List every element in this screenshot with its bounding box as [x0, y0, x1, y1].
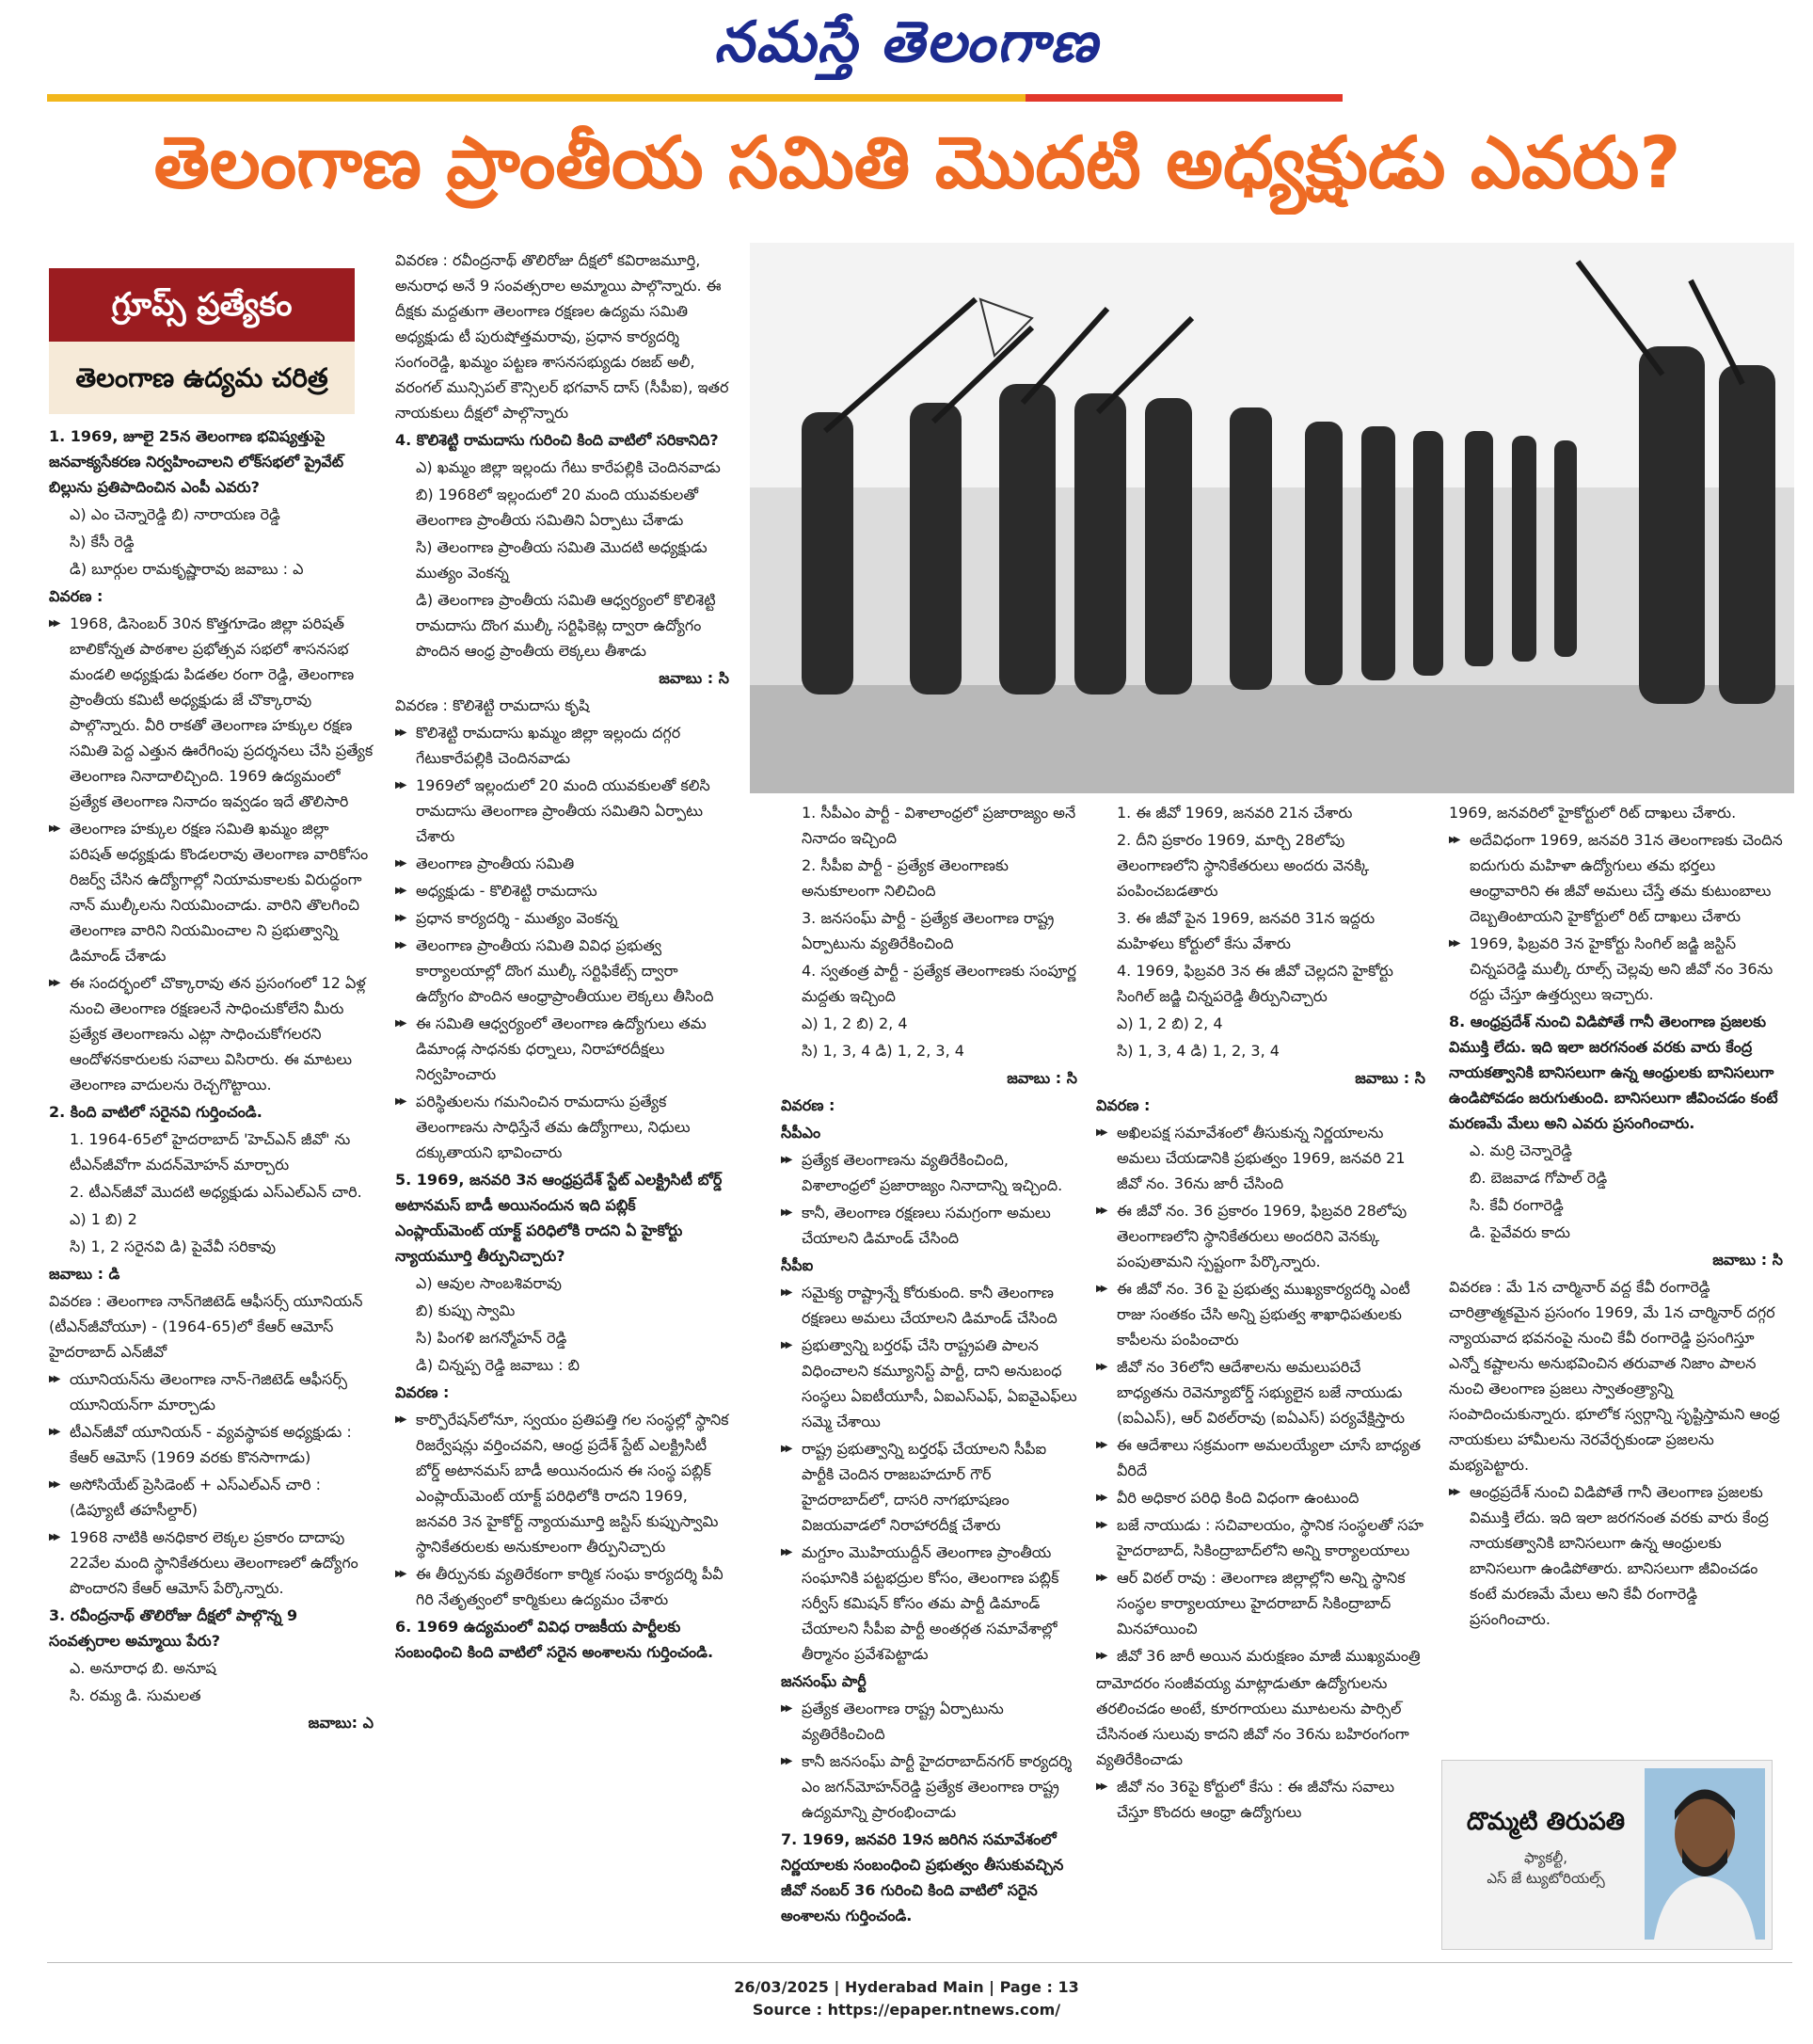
option-text: 2. సీపీఐ పార్టీ - ప్రత్యేక తెలంగాణకు అనుకూలంగా నిలిచింది — [802, 856, 1009, 900]
option-text: సి. రమ్య డి. సుమలత — [70, 1686, 201, 1704]
paragraph-text: ▶▶ ప్రధాన కార్యదర్శి - ముత్యం వెంకన్న — [395, 905, 729, 931]
label-text: సీపీఐ — [781, 1256, 814, 1274]
author-name: దొమ్మటి తిరుపతి — [1466, 1808, 1626, 1836]
option-text: సి) 1, 2 సరైనవి డి) పైవేవీ సరికావు — [70, 1238, 277, 1255]
option-text: ఎ. అనూరాధ బి. అనూష — [70, 1659, 216, 1677]
author-role — [1452, 1847, 1640, 1889]
option-text: బి) కుప్పు స్వామి — [416, 1301, 516, 1319]
question-text: 3. రవీంద్రనాథ్ తొలిరోజు దీక్షలో పాల్గొన్న 9 సంవత్సరాల అమ్మాయి పేరు? — [49, 1606, 298, 1650]
option-text: డి) చిన్నప్ప రెడ్డి జవాబు : బి — [416, 1356, 580, 1374]
paragraph-text: ▶▶ అధ్యక్షుడు - కొలిశెట్టి రామదాసు — [395, 878, 729, 903]
author-photo — [1645, 1768, 1765, 1940]
label-text: వివరణ : — [781, 1096, 835, 1114]
question-text: 5. 1969, జనవరి 3న ఆంధ్రప్రదేశ్ స్టేట్ ఎలక్ట్రిసిటీ బోర్డ్ అటానమస్ బాడీ అయినందున ఇది పబ్లిక్ ఎంప్లాయ్‌మెంట్ యాక్ట్ పరిధిలోకి రాదని ఏ హైకోర్టు న్యాయమూర్తి తీర్పునిచ్చారు? — [395, 1171, 723, 1265]
question-text: 6. 1969 ఉద్యమంలో వివిధ రాజకీయ పార్టీలకు సంబంధించి కింది వాటిలో సరైన అంశాలను గుర్తించండి. — [395, 1618, 714, 1661]
paragraph-text: ▶▶ ఈ ఆదేశాలు సక్రమంగా అమలయ్యేలా చూసే బాధ్యత వీరిదే — [1096, 1432, 1425, 1483]
option-text: ఎ) 1, 2 బి) 2, 4 — [1117, 1014, 1223, 1032]
historical-photo — [750, 243, 1794, 793]
option-text: డి. పైవేవరు కాదు — [1470, 1223, 1570, 1241]
paragraph-text: ▶▶ 1968 నాటికి అనధికార లెక్కల ప్రకారం దాదాపు 22వేల మంది స్థానికేతరులు తెలంగాణలో ఉద్యోగం పొందారని కేఆర్ ఆమోస్ పేర్కొన్నారు. — [49, 1525, 374, 1601]
label-text: జవాబు : డి — [49, 1265, 120, 1283]
footer-rule — [47, 1962, 1792, 1963]
option-text: సి. కేవీ రంగారెడ్డి — [1470, 1196, 1564, 1214]
paragraph-text: ▶▶ టీఎన్‌జీవో యూనియన్ - వ్యవస్థాపక అధ్యక్షుడు : కేఆర్ ఆమోస్ (1969 వరకు కొనసాగాడు) — [49, 1419, 374, 1470]
label-text: వివరణ : — [1096, 1096, 1151, 1114]
option-text: ఎ) 1 బి) 2 — [70, 1210, 137, 1228]
paragraph-text: ▶▶ జీవో 36 జారీ అయిన మరుక్షణం మాజీ ముఖ్యమంత్రి — [1096, 1643, 1425, 1669]
paragraph-text: ▶▶ 1968, డిసెంబర్ 30న కొత్తగూడెం జిల్లా పరిషత్ బాలికోన్నత పాఠశాల ప్రభోత్సవ సభలో శాసనసభ మండలి అధ్యక్షుడు పిడతల రంగా రెడ్డి, తెలంగాణ ప్రాంతీయ కమిటీ అధ్యక్షుడు జే చొక్కారావు పాల్గొన్నారు. వీరి రాకతో తెలంగాణ హక్కుల రక్షణ సమితి పెద్ద ఎత్తున ఊరేగింపు ప్రదర్శనలు చేసి ప్రత్యేక తెలంగాణ నినాదాలిచ్చింది. 1969 ఉద్యమంలో ప్రత్యేక తెలంగాణ నినాదం ఇవ్వడం ఇదే తొలిసారి — [49, 611, 374, 814]
paragraph-text: వివరణ : తెలంగాణ నాన్‌గెజిటెడ్ ఆఫీసర్స్ యూనియన్ (టీఎన్‌జీవోయూ) - (1964-65)లో కేఆర్ ఆమోస్ హైదరాబాద్ ఎన్‌జీవో — [49, 1292, 363, 1361]
paragraph-text: ▶▶ ప్రభుత్వాన్ని బర్తరఫ్ చేసి రాష్ట్రపతి పాలన విధించాలని కమ్యూనిస్ట్ పార్టీ, దాని అనుబంధ సంస్థలు ఏఐటీయూసీ, ఏఐఎస్‌ఎఫ్, ఏఐవైఎఫ్‌లు సమ్మె చేశాయి — [781, 1333, 1077, 1434]
paragraph-text: దామోదరం సంజీవయ్య మాట్లాడుతూ ఉద్యోగులను తరలించడం అంటే, కూరగాయలు మూటలను పార్సిల్ చేసినంత సులువు కాదని జీవో నం 36ను బహిరంగంగా వ్యతిరేకించాడు — [1096, 1674, 1409, 1768]
paragraph-text: ▶▶ 1969లో ఇల్లందులో 20 మంది యువకులతో కలిసి రామదాసు తెలంగాణ ప్రాంతీయ సమితిని ఏర్పాటు చేశారు — [395, 773, 729, 849]
question-text: 7. 1969, జనవరి 19న జరిగిన సమావేశంలో నిర్ణయాలకు సంబంధించి ప్రభుత్వం తీసుకువచ్చిన జీవో నంబర్ 36 గురించి కింది వాటిలో సరైన అంశాలను గుర్తించండి. — [781, 1830, 1064, 1924]
option-text: ఎ) ఆవుల సాంబశివరావు — [416, 1274, 562, 1292]
option-text: 1. 1964-65లో హైదరాబాద్ 'హెచ్‌ఎన్ జీవో' ను టీఎన్‌జీవోగా మదన్‌మోహన్ మార్చారు — [70, 1130, 351, 1174]
paragraph-text: ▶▶ అదేవిధంగా 1969, జనవరి 31న తెలంగాణకు చెందిన ఐదుగురు మహిళా ఉద్యోగులు తమ భర్తలు ఆంధ్రావారిని ఈ జీవో అమలు చేస్తే తమ కుటుంబాలు దెబ్బతింటాయని హైకోర్టులో రిట్ దాఖలు చేశారు — [1449, 827, 1783, 929]
option-text: 4. స్వతంత్ర పార్టీ - ప్రత్యేక తెలంగాణకు సంపూర్ణ మద్దతు ఇచ్చింది — [802, 962, 1076, 1005]
paragraph-text: వివరణ : రవీంద్రనాథ్ తొలిరోజు దీక్షలో కవిరాజమూర్తి, అనురాధ అనే 9 సంవత్సరాల అమ్మాయి పాల్గొన్నారు. ఈ దీక్షకు మద్దతుగా తెలంగాణ రక్షణల ఉద్యమ సమితి అధ్యక్షుడు టీ పురుషోత్తమరావు, ప్రధాన కార్యదర్శి సంగంరెడ్డి, ఖమ్మం పట్టణ శాసనసభ్యుడు రజబ్ అలీ, వరంగల్ మున్సిపల్ కౌన్సిలర్ భగవాన్ దాస్ (సీపీఐ), ఇతర నాయకులు దీక్షలో పాల్గొన్నారు — [395, 251, 729, 422]
masthead — [0, 0, 1813, 89]
label-text: సీపీఎం — [781, 1124, 821, 1142]
option-text: 3. జనసంఘ్ పార్టీ - ప్రత్యేక తెలంగాణ రాష్ట్ర ఏర్పాటును వ్యతిరేకించింది — [802, 909, 1055, 952]
footer-source-link[interactable]: Source : https://epaper.ntnews.com/ — [752, 2001, 1061, 2019]
paragraph-text: ▶▶ కార్పొరేషన్‌లోనూ, స్వయం ప్రతిపత్తి గల సంస్థల్లో స్థానిక రిజర్వేషన్లు వర్తించవని, ఆంధ్ర ప్రదేశ్ స్టేట్ ఎలక్ట్రిసిటీ బోర్డ్ అటానమస్ బాడీ అయినందున ఈ సంస్థ పబ్లిక్ ఎంప్లాయ్‌మెంట్ యాక్ట్ పరిధిలోకి రాదని 1969, జనవరి 3న హైకోర్ట్ న్యాయమూర్తి జస్టిస్ కుప్పుస్వామి స్థానికేతరులకు అనుకూలంగా తీర్పునిచ్చారు — [395, 1407, 729, 1559]
option-text: సి) 1, 3, 4 డి) 1, 2, 3, 4 — [1117, 1042, 1280, 1060]
paragraph-text: ▶▶ ఈ జీవో నం. 36 పై ప్రభుత్వ ముఖ్యకార్యదర్శి ఎంటీ రాజు సంతకం చేసి అన్ని ప్రభుత్వ శాఖాధిపతులకు కాపీలను పంపించారు — [1096, 1276, 1425, 1352]
paragraph-text: ▶▶ జీవో నం 36లోని ఆదేశాలను అమలుపరిచే బాధ్యతను రెవెన్యూబోర్డ్ సభ్యులైన బజే నాయుడు (ఐఏఎస్), ఆర్ విఠల్‌రావు (ఐఏఎస్) పర్యవేక్షిస్తారు — [1096, 1354, 1425, 1430]
option-text: ఎ. మర్రి చెన్నారెడ్డి — [1470, 1142, 1573, 1159]
author-avatar-icon — [1645, 1768, 1765, 1940]
article-column-3 — [781, 800, 1077, 1953]
paragraph-text: ▶▶ అసోసియేట్ ప్రెసిడెంట్ + ఎస్‌ఎల్‌ఎన్ చారి : (డిప్యూటీ తహసీల్దార్) — [49, 1472, 374, 1523]
label-text: జనసంఘ్ పార్టీ — [781, 1672, 867, 1690]
question-text: 8. ఆంధ్రప్రదేశ్ నుంచి విడిపోతే గానీ తెలంగాణ ప్రజలకు విముక్తి లేదు. ఇది ఇలా జరగనంత వరకు వారు కేంద్ర నాయకత్వానికి బానిసలుగా ఉన్న ఆంధ్రులకు బానిసలుగా ఉండిపోవడం జరుగుతుంది. బానిసలుగా జీవించడం కంటే మరణమే మేలు అని ఎవరు ప్రసంగించారు. — [1449, 1013, 1778, 1132]
paragraph-text: ▶▶ 1969, ఫిబ్రవరి 3న హైకోర్టు సింగిల్ జడ్జి జస్టిస్ చిన్నపరెడ్డి ముల్కీ రూల్స్ చెల్లవు అని జీవో నం 36ను రద్దు చేస్తూ ఉత్తర్వులు ఇచ్చారు. — [1449, 931, 1783, 1007]
option-text: 2. టీఎన్‌జీవో మొదటి అధ్యక్షుడు ఎస్‌ఎల్‌ఎన్ చారి. — [70, 1183, 362, 1201]
question-text: 1. 1969, జూలై 25న తెలంగాణ భవిష్యత్తుపై జనవాక్యసేకరణ నిర్వహించాలని లోక్‌సభలో ప్రైవేట్ బిల్లును ప్రతిపాదించిన ఎంపీ ఎవరు? — [49, 427, 344, 496]
option-text: 4. 1969, ఫిబ్రవరి 3న ఈ జీవో చెల్లదని హైకోర్టు సింగిల్ జడ్జి చిన్నపరెడ్డి తీర్పునిచ్చారు — [1117, 962, 1393, 1005]
masthead-logo: నమస్తే తెలంగాణ — [713, 9, 1100, 75]
author-role-institute: ఎస్ జే ట్యుటోరియల్స్ — [1487, 1870, 1605, 1887]
masthead-rule-accent — [1026, 94, 1343, 102]
paragraph-text: ▶▶ తెలంగాణ ప్రాంతీయ సమితి — [395, 851, 729, 876]
paragraph-text: ▶▶ బజే నాయుడు : సచివాలయం, స్థానిక సంస్థలతో సహ హైదరాబాద్, సికింద్రాబాద్‌లోని అన్ని కార్యాలయాలు — [1096, 1512, 1425, 1563]
section-label: గ్రూప్స్ ప్రత్యేకం — [49, 268, 355, 342]
option-text: ఎ) 1, 2 బి) 2, 4 — [802, 1014, 908, 1032]
option-text: 1. ఈ జీవో 1969, జనవరి 21న చేశారు — [1117, 804, 1353, 822]
option-text: ఎ) ఖమ్మం జిల్లా ఇల్లందు గేటు కారేపల్లికి చెందినవాడు — [416, 458, 721, 476]
option-text: సి) కేసీ రెడ్డి — [70, 533, 135, 551]
paragraph-text: ▶▶ ఈ సమితి ఆధ్వర్యంలో తెలంగాణ ఉద్యోగులు తమ డిమాండ్ల సాధనకు ధర్నాలు, నిరాహారదీక్షలు నిర్వహించారు — [395, 1011, 729, 1087]
question-text: 2. కింది వాటిలో సరైనవి గుర్తించండి. — [49, 1103, 262, 1121]
answer-text: జవాబు : సి — [1355, 1069, 1425, 1087]
paragraph-text: 1969, జనవరిలో హైకోర్టులో రిట్ దాఖలు చేశారు. — [1449, 804, 1737, 822]
paragraph-text: ▶▶ ప్రత్యేక తెలంగాణను వ్యతిరేకించింది, విశాలాంధ్రలో ప్రజారాజ్యం నినాదాన్ని ఇచ్చింది. — [781, 1147, 1077, 1198]
paragraph-text: ▶▶ ప్రత్యేక తెలంగాణ రాష్ట్ర ఏర్పాటును వ్యతిరేకించింది — [781, 1696, 1077, 1747]
paragraph-text: ▶▶ కానీ జనసంఘ్ పార్టీ హైదరాబాద్‌నగర్ కార్యదర్శి ఎం జగన్‌మోహన్‌రెడ్డి ప్రత్యేక తెలంగాణ రాష్ట్ర ఉద్యమాన్ని ప్రారంభించాడు — [781, 1749, 1077, 1825]
paragraph-text: ▶▶ అఖిలపక్ష సమావేశంలో తీసుకున్న నిర్ణయాలను అమలు చేయడానికి ప్రభుత్వం 1969, జనవరి 21 జీవో నం. 36ను జారీ చేసింది — [1096, 1120, 1425, 1196]
paragraph-text: ▶▶ ఆంధ్రప్రదేశ్ నుంచి విడిపోతే గానీ తెలంగాణ ప్రజలకు విముక్తి లేదు. ఇది ఇలా జరగనంత వరకు వారు కేంద్ర నాయకత్వానికి బానిసలుగా ఉన్న ఆంధ్రులకు బానిసలుగా ఉండిపోతారు. బానిసలుగా జీవించడం కంటే మరణమే మేలు అని కేవీ రంగారెడ్డి ప్రసంగించారు. — [1449, 1479, 1783, 1632]
option-text: బి) 1968లో ఇల్లందులో 20 మంది యువకులతో తెలంగాణ ప్రాంతీయ సమితిని ఏర్పాటు చేశాడు — [416, 486, 698, 529]
option-text: 3. ఈ జీవో పైన 1969, జనవరి 31న ఇద్దరు మహిళలు కోర్టులో కేసు వేశారు — [1117, 909, 1376, 952]
photo-illustration — [750, 243, 1794, 793]
option-text: ఎ) ఎం చెన్నారెడ్డి బి) నారాయణ రెడ్డి — [70, 505, 280, 523]
section-label-box — [49, 268, 355, 414]
option-text: 2. దీని ప్రకారం 1969, మార్చి 28లోపు తెలంగాణలోని స్థానికేతరులు అందరు వెనక్కి పంపించబడతారు — [1117, 831, 1370, 900]
article-column-5 — [1449, 800, 1783, 1752]
paragraph-text: ▶▶ ఈ తీర్పునకు వ్యతిరేకంగా కార్మిక సంఘ కార్యదర్శి పీవీ గిరి నేతృత్వంలో కార్మికులు ఉద్యమం చేశారు — [395, 1561, 729, 1612]
author-role-title: ఫ్యాకల్టీ, — [1524, 1849, 1567, 1866]
footer-dateline: 26/03/2025 | Hyderabad Main | Page : 13 — [734, 1978, 1079, 1996]
paragraph-text: ▶▶ జీవో నం 36పై కోర్టులో కేసు : ఈ జీవోను సవాలు చేస్తూ కొందరు ఆంధ్రా ఉద్యోగులు — [1096, 1774, 1425, 1825]
answer-text: జవాబు : సి — [659, 669, 729, 687]
footer — [0, 1976, 1813, 2021]
article-column-4 — [1096, 800, 1425, 1953]
paragraph-text: ▶▶ తెలంగాణ ప్రాంతీయ సమితి వివిధ ప్రభుత్వ కార్యాలయాల్లో దొంగ ముల్కీ సర్టిఫికేట్స్ ద్వారా ఉద్యోగం పొందిన ఆంధ్రాప్రాంతీయుల లెక్కలు తీసింది — [395, 933, 729, 1009]
option-text: డి) బూర్గుల రామకృష్ణారావు జవాబు : ఎ — [70, 560, 304, 578]
option-text: డి) తెలంగాణ ప్రాంతీయ సమితి ఆధ్వర్యంలో కొలిశెట్టి రామదాసు దొంగ ముల్కీ సర్టిఫికెట్ల ద్వారా ఉద్యోగం పొందిన ఆంధ్ర ప్రాంతీయ లెక్కలు తీశాడు — [416, 591, 716, 660]
answer-text: జవాబు : సి — [1007, 1069, 1077, 1087]
article-column-1 — [49, 423, 374, 1953]
option-text: సి) తెలంగాణ ప్రాంతీయ సమితి మొదటి అధ్యక్షుడు ముత్యం వెంకన్న — [416, 538, 708, 582]
section-sublabel: తెలంగాణ ఉద్యమ చరిత్ర — [49, 342, 355, 414]
paragraph-text: ▶▶ సమైక్య రాష్ట్రాన్నే కోరుకుంది. కానీ తెలంగాణ రక్షణలు అమలు చేయాలని డిమాండ్ చేసింది — [781, 1280, 1077, 1331]
paragraph-text: ▶▶ తెలంగాణ హక్కుల రక్షణ సమితి ఖమ్మం జిల్లా పరిషత్ అధ్యక్షుడు కొండలరావు తెలంగాణ వారికోసం రిజర్వ్ చేసిన ఉద్యోగాల్లో నియామకాలకు విరుద్ధంగా నాన్ ముల్కీలను నియమించాడు. వారిని తొలగించి తెలంగాణ వారిని నియమించాల ని ప్రభుత్వాన్ని డిమాండ్ చేశాడు — [49, 816, 374, 968]
answer-text: జవాబు : సి — [1712, 1251, 1783, 1269]
paragraph-text: ▶▶ కొలిశెట్టి రామదాసు ఖమ్మం జిల్లా ఇల్లందు దగ్గర గేటుకారేపల్లికి చెందినవాడు — [395, 720, 729, 771]
paragraph-text: ▶▶ మగ్దూం మొహియుద్దీన్ తెలంగాణ ప్రాంతీయ సంఘానికి పట్టభద్రుల కోసం, తెలంగాణ పబ్లిక్ సర్వీస్ కమిషన్ కోసం తమ పార్టీ డిమాండ్ చేయాలని సీపీఐ పార్టీ అంతర్గత సమావేశాల్లో తీర్మానం ప్రవేశపెట్టాడు — [781, 1540, 1077, 1667]
paragraph-text: ▶▶ యూనియన్‌ను తెలంగాణ నాన్-గెజిటెడ్ ఆఫీసర్స్ యూనియన్‌గా మార్చాడు — [49, 1366, 374, 1417]
paragraph-text: ▶▶ ఆర్ విఠల్ రావు : తెలంగాణ జిల్లాల్లోని అన్ని స్థానిక సంస్థల కార్యాలయాలు హైదరాబాద్ సికింద్రాబాద్ మినహాయించి — [1096, 1565, 1425, 1641]
paragraph-text: వివరణ : కొలిశెట్టి రామదాసు కృషి — [395, 696, 590, 714]
paragraph-text: ▶▶ వీరి అధికార పరిధి కింది విధంగా ఉంటుంది — [1096, 1485, 1425, 1510]
paragraph-text: ▶▶ పరిస్థితులను గమనించిన రామదాసు ప్రత్యేక తెలంగాణను సాధిస్తేనే తమ ఉద్యోగాలు, నిధులు దక్కుతాయని భావించారు — [395, 1089, 729, 1165]
option-text: సి) 1, 3, 4 డి) 1, 2, 3, 4 — [802, 1042, 964, 1060]
paragraph-text: వివరణ : మే 1న చార్మినార్ వద్ద కేవీ రంగారెడ్డి చారిత్రాత్మకమైన ప్రసంగం 1969, మే 1న చార్మినార్ దగ్గర న్యాయవాద భవనంపై నుంచి కేవీ రంగారెడ్డి ప్రసంగిస్తూ ఎన్నో కష్టాలను అనుభవించిన తరువాత నిజాం పాలన నుంచి తెలంగాణ ప్రజలు స్వాతంత్ర్యాన్ని సంపాదించుకున్నారు. భూలోక స్వర్గాన్ని సృష్టిస్తామని ఆంధ్ర నాయకులు హామీలను నెరవేర్చకుండా ప్రజలను మభ్యపెట్టారు. — [1449, 1278, 1780, 1474]
article-column-2 — [395, 248, 729, 1953]
paragraph-text: ▶▶ ఈ సందర్భంలో చొక్కారావు తన ప్రసంగంలో 12 ఏళ్ల నుంచి తెలంగాణ రక్షణలనే సాధించుకోలేని మీరు ప్రత్యేక తెలంగాణను ఎట్లా సాధించుకోగలరని ఆందోళనకారులకు సవాలు విసిరారు. ఈ మాటలు తెలంగాణ వాదులను రెచ్చగొట్టాయి. — [49, 970, 374, 1097]
author-box — [1441, 1760, 1773, 1950]
option-text: బి. బెజవాడ గోపాల్ రెడ్డి — [1470, 1169, 1608, 1187]
option-text: సి) పింగళి జగన్మోహన్ రెడ్డి — [416, 1329, 567, 1347]
label-text: వివరణ : — [395, 1383, 450, 1401]
answer-text: జవాబు: ఎ — [308, 1714, 374, 1732]
headline: తెలంగాణ ప్రాంతీయ సమితి మొదటి అధ్యక్షుడు ఎవరు? — [153, 120, 1681, 204]
paragraph-text: ▶▶ ఈ జీవో నం. 36 ప్రకారం 1969, ఫిబ్రవరి 28లోపు తెలంగాణలోని స్థానికేతరులు అందరిని వెనక్కు పంపుతామని స్పష్టంగా పేర్కొన్నారు. — [1096, 1198, 1425, 1274]
paragraph-text: ▶▶ రాష్ట్ర ప్రభుత్వాన్ని బర్తరఫ్ చేయాలని సీపీఐ పార్టీకి చెందిన రాజబహదూర్ గౌర్ హైదరాబాద్‌లో, దాసరి నాగభూషణం విజయవాడలో నిరాహారదీక్ష చేశారు — [781, 1436, 1077, 1538]
question-text: 4. కొలిశెట్టి రామదాసు గురించి కింది వాటిలో సరికానిది? — [395, 431, 719, 449]
option-text: 1. సీపీఎం పార్టీ - విశాలాంధ్రలో ప్రజారాజ్యం అనే నినాదం ఇచ్చింది — [802, 804, 1076, 847]
label-text: వివరణ : — [49, 587, 103, 605]
paragraph-text: ▶▶ కానీ, తెలంగాణ రక్షణలు సమగ్రంగా అమలు చేయాలని డిమాండ్ చేసింది — [781, 1200, 1077, 1251]
